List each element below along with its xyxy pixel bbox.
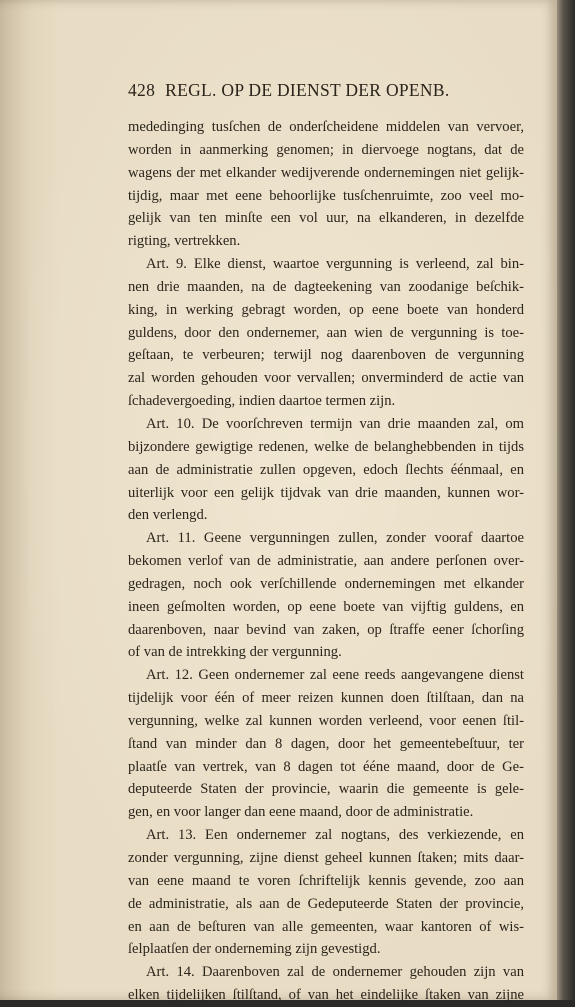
text-line: de administratie, als aan de Gedeputeerde Staten der provincie, [128, 895, 524, 912]
text-line: Art. 11. Geene vergunningen zullen, zonder vooraf daartoe [146, 530, 524, 547]
text-line: tijdig, maar met eene behoorlijke tusſchenruimte, zoo veel mo- [128, 187, 524, 204]
text-line: gen, en voor langer dan eene maand, door de administratie. [128, 804, 474, 821]
text-line: ſchadevergoeding, indien daartoe termen zijn. [128, 393, 396, 410]
text-line: gedragen, noch ook verſchillende ondernemingen met elkander [128, 575, 524, 592]
text-line: geſtaan, te verbeuren; terwijl nog daarenboven de vergunning [128, 347, 524, 364]
text-line: en aan de beſturen van alle gemeenten, waar kantoren of wis- [128, 918, 524, 935]
text-line: daarenboven, naar bevind van zaken, op ſtraffe eener ſchorſing [128, 621, 524, 638]
text-line: Art. 13. Een ondernemer zal nogtans, des verkiezende, en [146, 827, 524, 844]
text-line: of van de intrekking der vergunning. [128, 644, 342, 661]
running-head [128, 80, 518, 101]
body-text [128, 116, 524, 1007]
text-line: bijzondere gewigtige redenen, welke de belanghebbenden in tijds [128, 438, 524, 455]
text-line: vergunning, welke zal kunnen worden verleend, voor eenen ſtil- [128, 712, 524, 729]
text-line: tijdelijk voor één of meer reizen kunnen doen ſtilſtaan, dan na [128, 690, 524, 707]
text-line: plaatſe van vertrek, van 8 dagen tot ééne maand, door de Ge- [128, 758, 524, 775]
text-line: Art. 12. Geen ondernemer zal eene reeds aangevangene dienst [146, 667, 524, 684]
text-line: rigting, vertrekken. [128, 233, 241, 250]
text-line: bekomen verlof van de administratie, aan andere perſonen over- [128, 553, 524, 570]
text-line: worden in aanmerking genomen; in diervoege nogtans, dat de [128, 141, 524, 158]
text-line: ſelplaatſen der onderneming zijn gevestigd. [128, 941, 381, 958]
text-line: den verlengd. [128, 507, 208, 524]
page-edge [557, 0, 575, 1000]
running-title: REGL. OP DE DIENST DER OPENB. [165, 80, 450, 100]
text-line: ſtand van minder dan 8 dagen, door het gemeentebeſtuur, ter [128, 735, 524, 752]
text-line: gelijk van ten minſte een vol uur, na elkanderen, in dezelfde [128, 210, 524, 227]
text-line: Art. 9. Elke dienst, waartoe vergunning is verleend, zal bin- [146, 256, 524, 273]
text-line: wagens der met elkander wedijverende ondernemingen niet gelijk- [128, 164, 524, 181]
text-line: van eene maand te voren ſchriftelijk kennis gevende, zoo aan [128, 872, 524, 889]
text-line: deputeerde Staten der provincie, waarin die gemeente is gele- [128, 781, 524, 798]
text-line: Art. 14. Daarenboven zal de ondernemer gehouden zijn van [146, 964, 524, 981]
text-line: nen drie maanden, na de dagteekening van zoodanige beſchik- [128, 278, 524, 295]
text-line: uiterlijk voor een gelijk tijdvak van drie maanden, kunnen wor- [128, 484, 524, 501]
text-line: aan de administratie zullen opgeven, edoch ſlechts éénmaal, en [128, 461, 524, 478]
text-line: ineen geſmolten worden, op eene boete van vijftig guldens, en [128, 598, 524, 615]
text-line: elken tijdelijken ſtilſtand, of van het eindelijke ſtaken van zijne [128, 987, 524, 1004]
page-number: 428 [128, 80, 156, 100]
text-line: mededinging tusſchen de onderſcheidene middelen van vervoer, [128, 119, 524, 135]
text-line: king, in werking gebragt worden, op eene boete van honderd [128, 301, 524, 318]
text-line: guldens, door den ondernemer, aan wien de vergunning is toe- [128, 324, 524, 341]
text-line: zonder vergunning, zijne dienst geheel kunnen ſtaken; mits daar- [128, 850, 524, 866]
text-line: zal worden gehouden voor vervallen; onverminderd de actie van [128, 370, 524, 387]
text-line: Art. 10. De voorſchreven termijn van drie maanden zal, om [146, 415, 524, 432]
